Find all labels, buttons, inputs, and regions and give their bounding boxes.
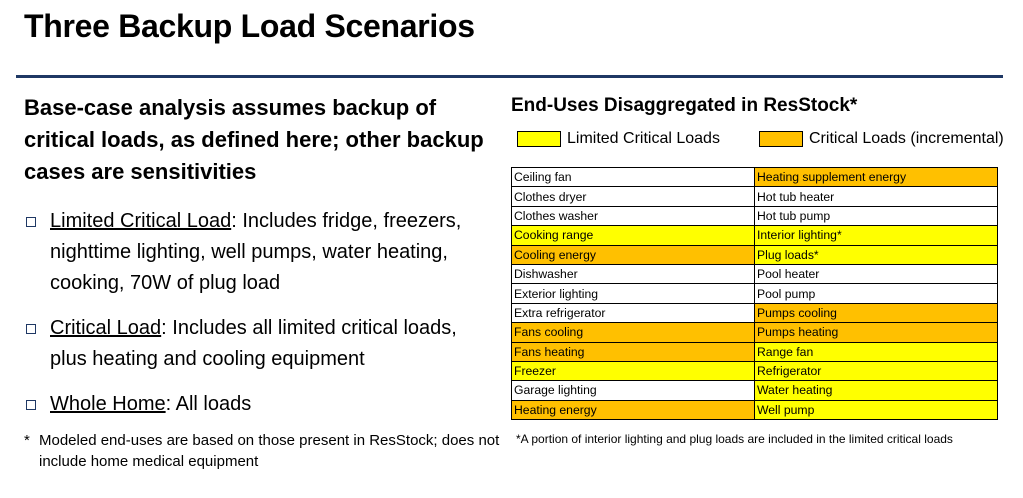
end-use-cell: Interior lighting* (755, 226, 998, 245)
square-bullet-icon (26, 324, 36, 334)
table-row (512, 323, 998, 342)
end-use-cell: Heating energy (512, 400, 755, 419)
end-use-cell: Pool pump (755, 284, 998, 303)
end-use-cell: Refrigerator (755, 361, 998, 380)
end-use-cell: Hot tub pump (755, 206, 998, 225)
end-use-cell: Garage lighting (512, 381, 755, 400)
end-use-cell: Exterior lighting (512, 284, 755, 303)
legend-swatch-orange (759, 131, 803, 147)
end-use-cell: Clothes dryer (512, 187, 755, 206)
scenario-description: : Includes fridge, freezers, nighttime lighting, well pumps, water heating, cooking, 70W of plug load (50, 210, 462, 294)
legend (511, 130, 1011, 154)
scenario-term: Critical Load (50, 317, 162, 339)
end-use-cell: Ceiling fan (512, 168, 755, 187)
slide-title: Three Backup Load Scenarios (24, 8, 475, 44)
scenario-description: : All loads (165, 393, 252, 415)
table-row (512, 303, 998, 322)
table-row (512, 284, 998, 303)
scenario-list (24, 206, 494, 420)
table-row (512, 245, 998, 264)
table-row (512, 206, 998, 225)
legend-item-limited (517, 130, 720, 148)
end-use-table (511, 167, 998, 420)
end-use-cell: Cooking range (512, 226, 755, 245)
end-use-cell: Pumps cooling (755, 303, 998, 322)
table-row (512, 400, 998, 419)
legend-swatch-yellow (517, 131, 561, 147)
scenario-description: : Includes all limited critical loads, plus heating and cooling equipment (50, 317, 457, 370)
square-bullet-icon (26, 217, 36, 227)
footnote-marker: * (24, 432, 30, 449)
square-bullet-icon (26, 400, 36, 410)
title-divider (16, 75, 1003, 78)
end-use-cell: Extra refrigerator (512, 303, 755, 322)
legend-item-critical (759, 130, 1004, 148)
scenario-term: Limited Critical Load (50, 210, 232, 232)
table-row (512, 361, 998, 380)
table-row (512, 226, 998, 245)
scenario-item-critical (24, 313, 494, 375)
table-row (512, 168, 998, 187)
lead-statement: Base-case analysis assumes backup of critical loads, as defined here; other backup cases are sensitivities (24, 95, 484, 184)
end-use-cell: Dishwasher (512, 264, 755, 283)
footnote-text: Modeled end-uses are based on those present in ResStock; does not include home medical equipment (39, 432, 500, 470)
legend-label: Limited Critical Loads (567, 130, 720, 147)
end-use-cell: Pumps heating (755, 323, 998, 342)
table-row (512, 381, 998, 400)
table-title: End-Uses Disaggregated in ResStock* (511, 95, 858, 116)
legend-label: Critical Loads (incremental) (809, 130, 1004, 147)
footnote (24, 430, 504, 472)
end-use-cell: Cooling energy (512, 245, 755, 264)
table-row (512, 264, 998, 283)
end-use-cell: Clothes washer (512, 206, 755, 225)
right-column (511, 94, 1011, 446)
end-use-cell: Hot tub heater (755, 187, 998, 206)
end-use-cell: Heating supplement energy (755, 168, 998, 187)
end-use-cell: Freezer (512, 361, 755, 380)
end-use-cell: Fans cooling (512, 323, 755, 342)
table-row (512, 342, 998, 361)
table-row (512, 187, 998, 206)
scenario-item-whole-home (24, 389, 494, 420)
scenario-item-limited-critical (24, 206, 494, 299)
left-column (24, 92, 494, 434)
table-note: *A portion of interior lighting and plug loads are included in the limited critical loads (516, 432, 953, 446)
end-use-cell: Plug loads* (755, 245, 998, 264)
end-use-table-body (512, 168, 998, 420)
end-use-cell: Fans heating (512, 342, 755, 361)
end-use-cell: Well pump (755, 400, 998, 419)
scenario-term: Whole Home (50, 393, 166, 415)
end-use-cell: Pool heater (755, 264, 998, 283)
end-use-cell: Water heating (755, 381, 998, 400)
end-use-cell: Range fan (755, 342, 998, 361)
